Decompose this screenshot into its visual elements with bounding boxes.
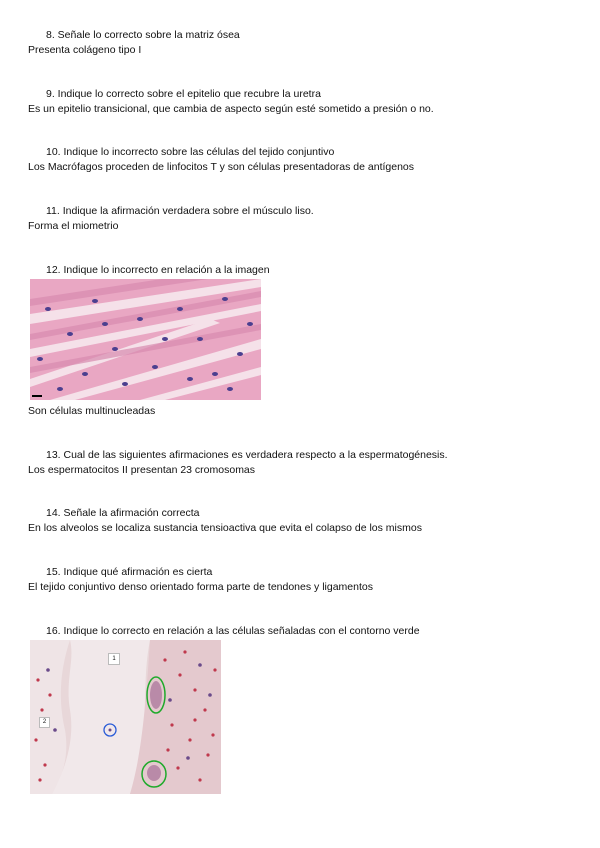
answer-10: Los Macrófagos proceden de linfocitos T y son células presentadoras de antígenos: [28, 161, 415, 173]
question-9: 9. Indique lo correcto sobre el epitelio que recubre la uretra: [46, 88, 321, 100]
question-11: 11. Indique la afirmación verdadera sobre el músculo liso.: [46, 205, 314, 217]
answer-13: Los espermatocitos II presentan 23 cromosomas: [28, 464, 256, 476]
question-8: 8. Señale lo correcto sobre la matriz ósea: [46, 29, 240, 41]
cardiac-muscle-micrograph: [30, 279, 261, 400]
question-12: 12. Indique lo incorrecto en relación a la imagen: [46, 264, 270, 276]
answer-11: Forma el miometrio: [28, 220, 119, 232]
question-13: 13. Cual de las siguientes afirmaciones es verdadera respecto a la espermatogénesis.: [46, 449, 448, 461]
answer-12: Son células multinucleadas: [28, 405, 156, 417]
question-10: 10. Indique lo incorrecto sobre las células del tejido conjuntivo: [46, 146, 335, 158]
question-15: 15. Indique qué afirmación es cierta: [46, 566, 213, 578]
answer-8: Presenta colágeno tipo I: [28, 44, 142, 56]
answer-14: En los alveolos se localiza sustancia tensioactiva que evita el colapso de los mismos: [28, 522, 422, 534]
figure-label-2: 2: [39, 717, 50, 728]
figure-label-1: 1: [108, 653, 120, 665]
answer-15: El tejido conjuntivo denso orientado forma parte de tendones y ligamentos: [28, 581, 373, 593]
question-16: 16. Indique lo correcto en relación a las células señaladas con el contorno verde: [46, 625, 420, 637]
answer-9: Es un epitelio transicional, que cambia de aspecto según esté sometido a presión o no.: [28, 103, 434, 115]
question-14: 14. Señale la afirmación correcta: [46, 507, 200, 519]
bone-tissue-micrograph: [30, 640, 221, 794]
